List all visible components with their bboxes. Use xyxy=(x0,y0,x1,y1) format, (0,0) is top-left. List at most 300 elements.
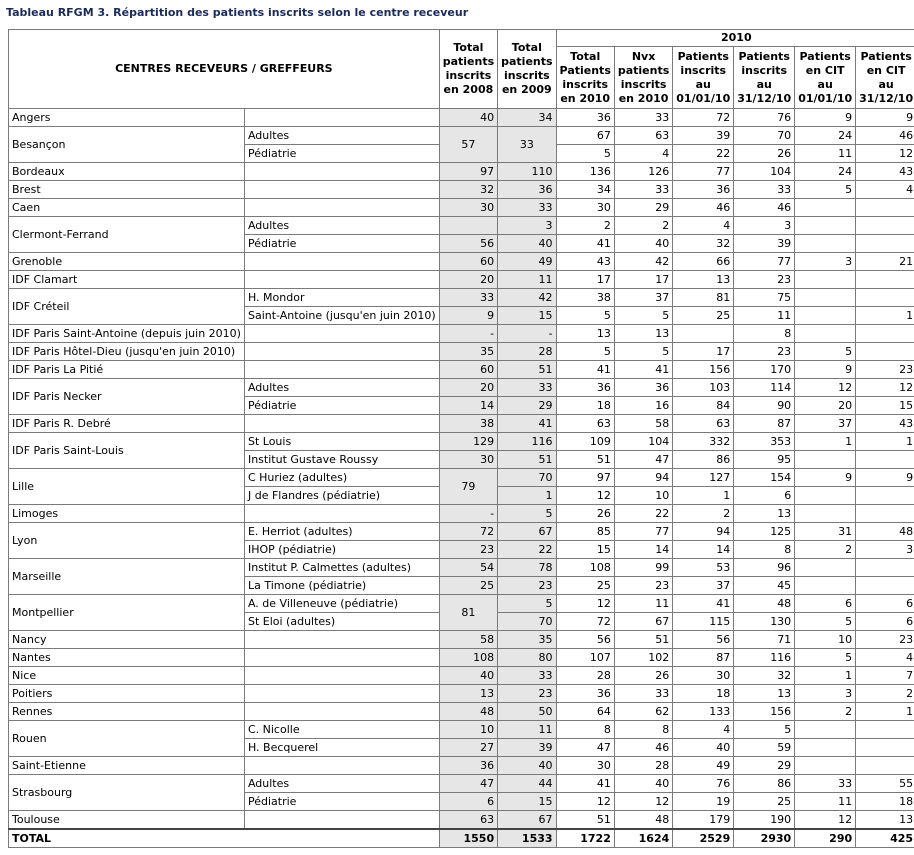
value-cell xyxy=(795,325,856,343)
centre-name: Clermont-Ferrand xyxy=(9,217,245,253)
value-cell: 67 xyxy=(498,523,556,541)
table-row xyxy=(9,685,914,703)
value-cell: 36 xyxy=(614,379,672,397)
value-cell: 16 xyxy=(614,397,672,415)
table-row xyxy=(9,469,914,487)
value-cell: 23 xyxy=(439,541,497,559)
value-cell: 48 xyxy=(614,811,672,830)
value-cell: 77 xyxy=(673,163,734,181)
value-cell: 26 xyxy=(614,667,672,685)
sub-centre-name: Pédiatrie xyxy=(244,235,439,253)
table-row xyxy=(9,127,914,145)
header-2009: Total patients inscrits en 2009 xyxy=(498,30,556,109)
value-cell: 48 xyxy=(856,523,914,541)
value-cell: 1 xyxy=(498,487,556,505)
value-cell: 15 xyxy=(856,397,914,415)
sub-centre-name: A. de Villeneuve (pédiatrie) xyxy=(244,595,439,613)
table-row xyxy=(9,667,914,685)
sub-centre-name: Pédiatrie xyxy=(244,145,439,163)
value-cell: 6 xyxy=(439,793,497,811)
centre-name: Nantes xyxy=(9,649,245,667)
value-cell xyxy=(795,757,856,775)
value-cell: 57 xyxy=(439,127,497,163)
value-cell: 127 xyxy=(673,469,734,487)
value-cell: 30 xyxy=(556,757,614,775)
value-cell: 34 xyxy=(556,181,614,199)
value-cell xyxy=(856,487,914,505)
value-cell: 42 xyxy=(498,289,556,307)
value-cell: 12 xyxy=(795,811,856,830)
value-cell: 56 xyxy=(673,631,734,649)
value-cell: 154 xyxy=(734,469,795,487)
value-cell: 11 xyxy=(498,721,556,739)
value-cell: 29 xyxy=(734,757,795,775)
value-cell: 50 xyxy=(498,703,556,721)
value-cell: 19 xyxy=(673,793,734,811)
value-cell: 11 xyxy=(498,271,556,289)
value-cell: 9 xyxy=(856,469,914,487)
value-cell: 39 xyxy=(498,739,556,757)
sub-centre-name: Saint-Antoine (jusqu'en juin 2010) xyxy=(244,307,439,325)
value-cell: 70 xyxy=(498,613,556,631)
table-row xyxy=(9,757,914,775)
sub-centre-name: St Louis xyxy=(244,433,439,451)
centre-name: Saint-Etienne xyxy=(9,757,245,775)
header-inscrits-0101: Patients inscrits au 01/01/10 xyxy=(673,47,734,109)
value-cell: 23 xyxy=(734,271,795,289)
value-cell: 75 xyxy=(734,289,795,307)
value-cell: 5 xyxy=(614,307,672,325)
value-cell: 11 xyxy=(614,595,672,613)
value-cell: 95 xyxy=(734,451,795,469)
table-row xyxy=(9,271,914,289)
value-cell: 85 xyxy=(556,523,614,541)
value-cell: 36 xyxy=(556,379,614,397)
value-cell: 23 xyxy=(856,361,914,379)
value-cell: 13 xyxy=(439,685,497,703)
value-cell: 63 xyxy=(556,415,614,433)
value-cell: 22 xyxy=(614,505,672,523)
value-cell: 87 xyxy=(673,649,734,667)
value-cell: 108 xyxy=(556,559,614,577)
total-label: TOTAL xyxy=(9,829,440,848)
value-cell: 10 xyxy=(439,721,497,739)
centre-name: Strasbourg xyxy=(9,775,245,811)
table-row xyxy=(9,559,914,577)
value-cell: 1 xyxy=(795,667,856,685)
value-cell: 28 xyxy=(556,667,614,685)
value-cell: 1 xyxy=(856,703,914,721)
value-cell: 5 xyxy=(795,343,856,361)
centre-name: Brest xyxy=(9,181,245,199)
value-cell: 103 xyxy=(673,379,734,397)
value-cell: 6 xyxy=(856,595,914,613)
value-cell: 25 xyxy=(439,577,497,595)
value-cell: 41 xyxy=(673,595,734,613)
centre-name: IDF Paris R. Debré xyxy=(9,415,245,433)
table-title: Tableau RFGM 3. Répartition des patients inscrits selon le centre receveur xyxy=(6,6,469,19)
sub-centre-name: J de Flandres (pédiatrie) xyxy=(244,487,439,505)
value-cell: 5 xyxy=(498,505,556,523)
value-cell: 13 xyxy=(556,325,614,343)
value-cell: 26 xyxy=(556,505,614,523)
value-cell: 51 xyxy=(614,631,672,649)
value-cell: 62 xyxy=(614,703,672,721)
value-cell: 179 xyxy=(673,811,734,830)
value-cell: 5 xyxy=(795,613,856,631)
value-cell: 107 xyxy=(556,649,614,667)
value-cell: 13 xyxy=(856,811,914,830)
value-cell: 3 xyxy=(498,217,556,235)
value-cell xyxy=(795,577,856,595)
value-cell: 156 xyxy=(673,361,734,379)
value-cell xyxy=(856,451,914,469)
sub-centre-name xyxy=(244,325,439,343)
value-cell: - xyxy=(439,505,497,523)
value-cell: 24 xyxy=(795,127,856,145)
value-cell: 37 xyxy=(614,289,672,307)
sub-centre-name xyxy=(244,685,439,703)
value-cell: 77 xyxy=(734,253,795,271)
value-cell: 40 xyxy=(498,235,556,253)
centre-name: IDF Paris Saint-Antoine (depuis juin 2010) xyxy=(9,325,245,343)
table-row xyxy=(9,379,914,397)
value-cell: 84 xyxy=(673,397,734,415)
value-cell: 72 xyxy=(556,613,614,631)
value-cell: 49 xyxy=(498,253,556,271)
value-cell: 10 xyxy=(614,487,672,505)
value-cell: 41 xyxy=(614,361,672,379)
value-cell: 41 xyxy=(556,775,614,793)
value-cell: 116 xyxy=(498,433,556,451)
value-cell: 51 xyxy=(556,811,614,830)
header-inscrits-3112: Patients inscrits au 31/12/10 xyxy=(734,47,795,109)
value-cell xyxy=(795,217,856,235)
value-cell: 51 xyxy=(556,451,614,469)
value-cell: 58 xyxy=(439,631,497,649)
value-cell: 67 xyxy=(498,811,556,830)
header-2008: Total patients inscrits en 2008 xyxy=(439,30,497,109)
value-cell: 3 xyxy=(856,541,914,559)
centre-name: Rouen xyxy=(9,721,245,757)
sub-centre-name xyxy=(244,667,439,685)
value-cell: 12 xyxy=(856,379,914,397)
value-cell: 51 xyxy=(498,451,556,469)
sub-centre-name xyxy=(244,415,439,433)
value-cell xyxy=(856,559,914,577)
value-cell: 114 xyxy=(734,379,795,397)
value-cell xyxy=(795,721,856,739)
centre-name: Toulouse xyxy=(9,811,245,830)
value-cell: 47 xyxy=(439,775,497,793)
value-cell: 54 xyxy=(439,559,497,577)
value-cell: 49 xyxy=(673,757,734,775)
table-row xyxy=(9,163,914,181)
sub-centre-name: H. Mondor xyxy=(244,289,439,307)
value-cell: 46 xyxy=(614,739,672,757)
centre-name: Montpellier xyxy=(9,595,245,631)
value-cell: 30 xyxy=(439,199,497,217)
value-cell: 51 xyxy=(498,361,556,379)
value-cell: 71 xyxy=(734,631,795,649)
value-cell: 48 xyxy=(439,703,497,721)
value-cell: 79 xyxy=(439,469,497,505)
value-cell: 32 xyxy=(734,667,795,685)
value-cell: 11 xyxy=(795,145,856,163)
value-cell: 33 xyxy=(439,289,497,307)
sub-centre-name xyxy=(244,181,439,199)
value-cell: 2 xyxy=(856,685,914,703)
value-cell: 17 xyxy=(614,271,672,289)
centre-name: IDF Paris Necker xyxy=(9,379,245,415)
value-cell: 4 xyxy=(856,649,914,667)
value-cell: 47 xyxy=(614,451,672,469)
value-cell: 97 xyxy=(439,163,497,181)
value-cell: 10 xyxy=(795,631,856,649)
sub-centre-name xyxy=(244,505,439,523)
value-cell: 8 xyxy=(734,325,795,343)
value-cell xyxy=(856,505,914,523)
value-cell xyxy=(856,289,914,307)
value-cell: 5 xyxy=(556,307,614,325)
sub-centre-name: Institut P. Calmettes (adultes) xyxy=(244,559,439,577)
value-cell: 28 xyxy=(614,757,672,775)
value-cell: 13 xyxy=(734,505,795,523)
value-cell: 18 xyxy=(856,793,914,811)
value-cell: 60 xyxy=(439,361,497,379)
value-cell: 40 xyxy=(673,739,734,757)
value-cell: 33 xyxy=(498,379,556,397)
value-cell: 63 xyxy=(614,127,672,145)
value-cell: 70 xyxy=(734,127,795,145)
value-cell: 18 xyxy=(556,397,614,415)
value-cell: 58 xyxy=(614,415,672,433)
value-cell: 170 xyxy=(734,361,795,379)
value-cell xyxy=(856,577,914,595)
value-cell: 2 xyxy=(556,217,614,235)
sub-centre-name: Institut Gustave Roussy xyxy=(244,451,439,469)
value-cell: 20 xyxy=(439,271,497,289)
sub-centre-name xyxy=(244,757,439,775)
value-cell: 129 xyxy=(439,433,497,451)
value-cell: 40 xyxy=(439,109,497,127)
value-cell: 8 xyxy=(556,721,614,739)
value-cell: 20 xyxy=(795,397,856,415)
value-cell: 33 xyxy=(614,181,672,199)
value-cell xyxy=(795,199,856,217)
value-cell: 23 xyxy=(614,577,672,595)
value-cell: 9 xyxy=(439,307,497,325)
value-cell: 35 xyxy=(439,343,497,361)
table-row xyxy=(9,109,914,127)
value-cell: 37 xyxy=(795,415,856,433)
sub-centre-name xyxy=(244,649,439,667)
value-cell: 67 xyxy=(556,127,614,145)
value-cell: 76 xyxy=(734,109,795,127)
value-cell: - xyxy=(498,325,556,343)
value-cell: 130 xyxy=(734,613,795,631)
value-cell: 43 xyxy=(856,163,914,181)
value-cell: 70 xyxy=(498,469,556,487)
value-cell: 11 xyxy=(734,307,795,325)
value-cell: 36 xyxy=(498,181,556,199)
centre-name: Angers xyxy=(9,109,245,127)
value-cell: 20 xyxy=(439,379,497,397)
value-cell: 15 xyxy=(498,793,556,811)
value-cell: 40 xyxy=(498,757,556,775)
value-cell: 104 xyxy=(614,433,672,451)
centre-name: Caen xyxy=(9,199,245,217)
value-cell: 72 xyxy=(673,109,734,127)
value-cell: 17 xyxy=(673,343,734,361)
value-cell: 12 xyxy=(556,487,614,505)
value-cell xyxy=(856,343,914,361)
value-cell xyxy=(856,199,914,217)
patients-table xyxy=(8,29,914,848)
value-cell: 9 xyxy=(795,361,856,379)
table-row xyxy=(9,703,914,721)
value-cell: 1 xyxy=(856,307,914,325)
value-cell: 30 xyxy=(439,451,497,469)
value-cell: 45 xyxy=(734,577,795,595)
value-cell: 23 xyxy=(856,631,914,649)
sub-centre-name xyxy=(244,703,439,721)
value-cell xyxy=(673,325,734,343)
centre-name: IDF Paris Saint-Louis xyxy=(9,433,245,469)
header-centres: CENTRES RECEVEURS / GREFFEURS xyxy=(9,30,440,109)
value-cell: 25 xyxy=(734,793,795,811)
value-cell: 66 xyxy=(673,253,734,271)
value-cell: 13 xyxy=(614,325,672,343)
centre-name: Besançon xyxy=(9,127,245,163)
header-year-2010: 2010 xyxy=(556,30,914,47)
value-cell: 26 xyxy=(734,145,795,163)
value-cell: 22 xyxy=(498,541,556,559)
value-cell: 116 xyxy=(734,649,795,667)
value-cell: 115 xyxy=(673,613,734,631)
value-cell xyxy=(795,235,856,253)
centre-name: Limoges xyxy=(9,505,245,523)
sub-centre-name: La Timone (pédiatrie) xyxy=(244,577,439,595)
value-cell xyxy=(856,757,914,775)
value-cell: 14 xyxy=(673,541,734,559)
table-row xyxy=(9,631,914,649)
value-cell: 15 xyxy=(498,307,556,325)
value-cell: 94 xyxy=(673,523,734,541)
value-cell: 35 xyxy=(498,631,556,649)
value-cell: 9 xyxy=(856,109,914,127)
value-cell: 126 xyxy=(614,163,672,181)
value-cell: 8 xyxy=(614,721,672,739)
value-cell: 63 xyxy=(673,415,734,433)
header-total-2010: Total Patients inscrits en 2010 xyxy=(556,47,614,109)
value-cell: 59 xyxy=(734,739,795,757)
sub-centre-name xyxy=(244,271,439,289)
sub-centre-name xyxy=(244,811,439,830)
value-cell: 6 xyxy=(734,487,795,505)
table-row xyxy=(9,217,914,235)
value-cell: 31 xyxy=(795,523,856,541)
value-cell: 33 xyxy=(614,109,672,127)
value-cell xyxy=(439,217,497,235)
centre-name: Bordeaux xyxy=(9,163,245,181)
table-row xyxy=(9,721,914,739)
value-cell: 5 xyxy=(498,595,556,613)
centre-name: Marseille xyxy=(9,559,245,595)
value-cell: 15 xyxy=(556,541,614,559)
value-cell: 17 xyxy=(556,271,614,289)
sub-centre-name xyxy=(244,109,439,127)
sub-centre-name xyxy=(244,361,439,379)
centre-name: IDF Paris Hôtel-Dieu (jusqu'en juin 2010) xyxy=(9,343,245,361)
value-cell: 48 xyxy=(734,595,795,613)
table-row xyxy=(9,289,914,307)
value-cell xyxy=(795,559,856,577)
value-cell: 80 xyxy=(498,649,556,667)
value-cell xyxy=(795,307,856,325)
value-cell: 3 xyxy=(795,253,856,271)
value-cell: 33 xyxy=(498,667,556,685)
sub-centre-name: Adultes xyxy=(244,127,439,145)
value-cell: 8 xyxy=(734,541,795,559)
value-cell xyxy=(795,487,856,505)
sub-centre-name: H. Becquerel xyxy=(244,739,439,757)
table-row xyxy=(9,253,914,271)
value-cell: 30 xyxy=(556,199,614,217)
centre-name: IDF Paris La Pitié xyxy=(9,361,245,379)
value-cell: 90 xyxy=(734,397,795,415)
centre-name: Poitiers xyxy=(9,685,245,703)
total-row xyxy=(9,829,914,848)
table-row xyxy=(9,505,914,523)
centre-name: Nice xyxy=(9,667,245,685)
value-cell: 40 xyxy=(614,235,672,253)
value-cell: 12 xyxy=(556,595,614,613)
centre-name: Lyon xyxy=(9,523,245,559)
value-cell xyxy=(856,271,914,289)
centre-name: IDF Créteil xyxy=(9,289,245,325)
value-cell: 32 xyxy=(439,181,497,199)
value-cell: 14 xyxy=(614,541,672,559)
sub-centre-name: E. Herriot (adultes) xyxy=(244,523,439,541)
value-cell: 104 xyxy=(734,163,795,181)
value-cell: 5 xyxy=(556,145,614,163)
sub-centre-name xyxy=(244,199,439,217)
value-cell: 5 xyxy=(556,343,614,361)
table-row xyxy=(9,361,914,379)
value-cell: 81 xyxy=(439,595,497,631)
value-cell: 4 xyxy=(673,217,734,235)
value-cell: 29 xyxy=(498,397,556,415)
total-value-cell: 2529 xyxy=(673,829,734,848)
centre-name: IDF Clamart xyxy=(9,271,245,289)
value-cell: 9 xyxy=(795,109,856,127)
value-cell: 23 xyxy=(734,343,795,361)
value-cell: 39 xyxy=(673,127,734,145)
table-row xyxy=(9,343,914,361)
value-cell: 332 xyxy=(673,433,734,451)
value-cell xyxy=(856,721,914,739)
value-cell: 55 xyxy=(856,775,914,793)
value-cell: 37 xyxy=(673,577,734,595)
sub-centre-name xyxy=(244,163,439,181)
value-cell: 29 xyxy=(614,199,672,217)
sub-centre-name xyxy=(244,631,439,649)
value-cell: 42 xyxy=(614,253,672,271)
value-cell: 86 xyxy=(734,775,795,793)
value-cell: 32 xyxy=(673,235,734,253)
centre-name: Nancy xyxy=(9,631,245,649)
